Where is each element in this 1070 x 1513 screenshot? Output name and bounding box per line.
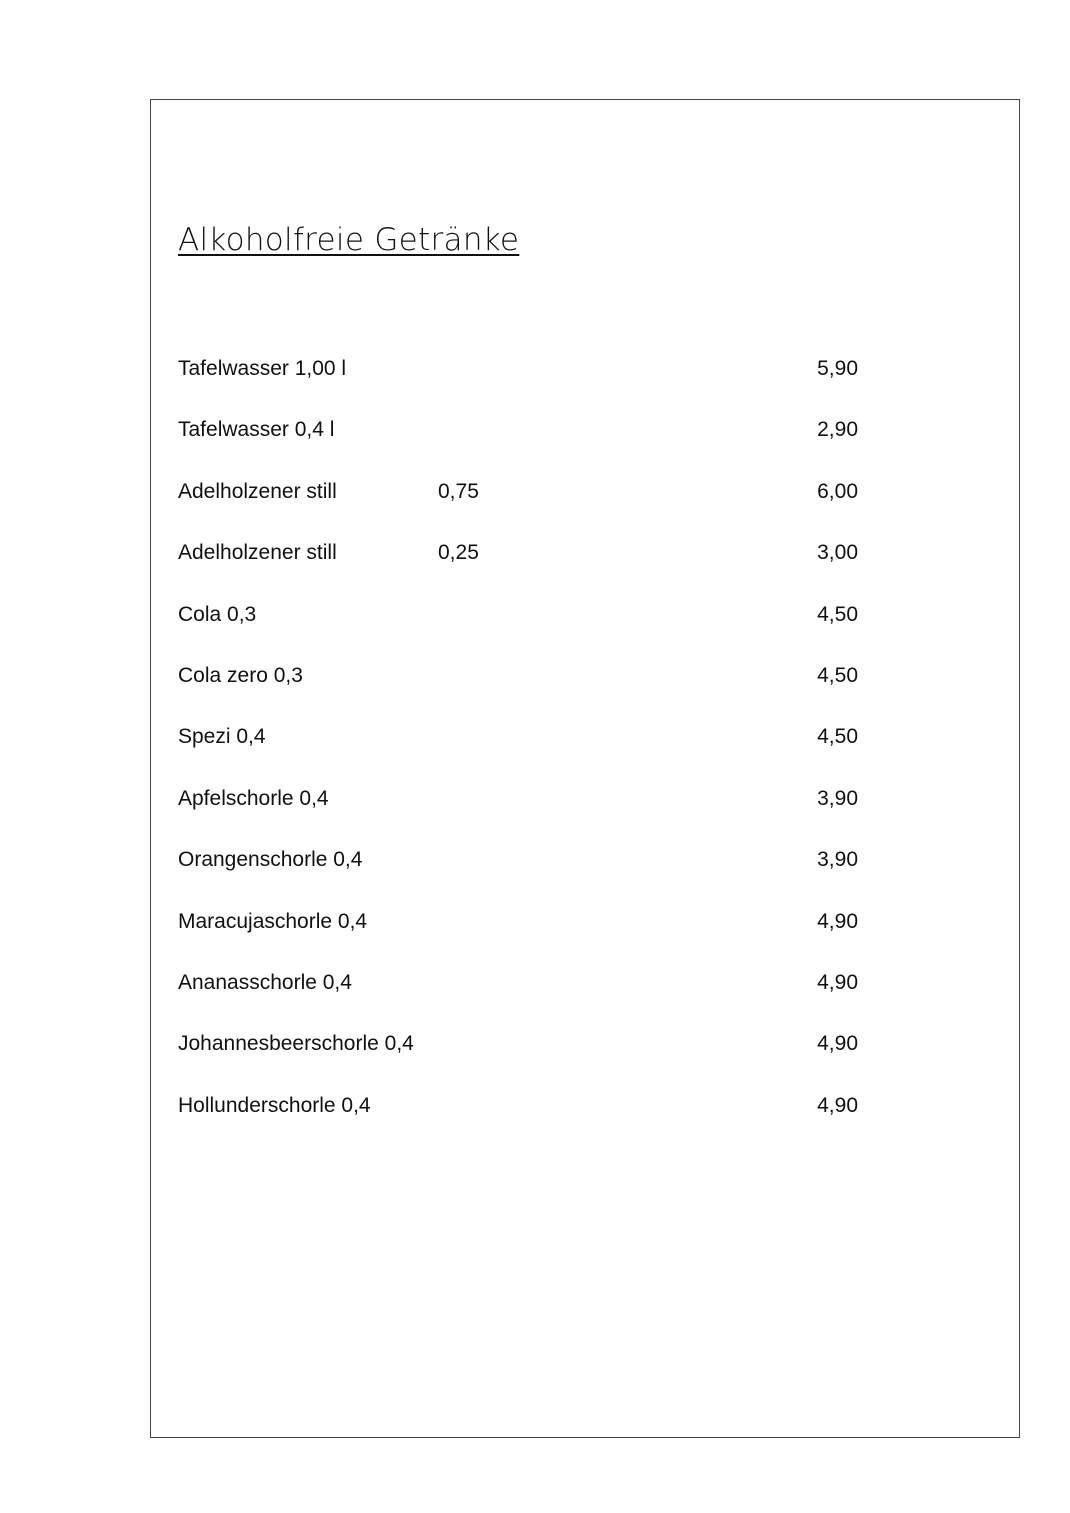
menu-item	[178, 538, 868, 599]
item-price: 3,00	[817, 541, 858, 565]
menu-item	[178, 1091, 868, 1152]
item-name: Spezi 0,4	[178, 725, 266, 749]
item-name: Hollunderschorle 0,4	[178, 1093, 371, 1117]
item-price: 3,90	[817, 848, 858, 872]
menu-item	[178, 907, 868, 968]
menu-item	[178, 354, 868, 415]
item-name: Cola zero 0,3	[178, 663, 303, 687]
item-price: 4,50	[817, 602, 858, 626]
menu-list	[178, 354, 868, 1152]
item-price: 4,90	[817, 1093, 858, 1117]
menu-item	[178, 661, 868, 722]
item-name: Orangenschorle 0,4	[178, 848, 363, 872]
menu-item	[178, 477, 868, 538]
menu-item	[178, 784, 868, 845]
item-name: Ananasschorle 0,4	[178, 970, 352, 994]
menu-item	[178, 968, 868, 1029]
item-name: Maracujaschorle 0,4	[178, 909, 368, 933]
item-name: Johannesbeerschorle 0,4	[178, 1032, 414, 1056]
item-price: 5,90	[817, 357, 858, 380]
item-price: 4,90	[817, 1032, 858, 1056]
item-price: 4,90	[817, 970, 858, 994]
item-name: Tafelwasser 1,00 l	[178, 357, 347, 380]
item-volume: 0,75	[438, 479, 479, 503]
item-name: Adelholzener still	[178, 541, 337, 565]
item-price: 4,90	[817, 909, 858, 933]
item-price: 2,90	[817, 418, 858, 442]
item-price: 6,00	[817, 479, 858, 503]
item-name: Apfelschorle 0,4	[178, 786, 329, 810]
item-price: 4,50	[817, 725, 858, 749]
item-name: Adelholzener still	[178, 479, 337, 503]
item-name: Tafelwasser 0,4 l	[178, 418, 335, 442]
menu-item	[178, 722, 868, 783]
item-name: Cola 0,3	[178, 602, 257, 626]
item-volume: 0,25	[438, 541, 479, 565]
menu-item	[178, 415, 868, 476]
item-price: 3,90	[817, 786, 858, 810]
menu-item	[178, 600, 868, 661]
menu-item	[178, 845, 868, 906]
menu-item	[178, 1029, 868, 1090]
menu-title: Alkoholfreie Getränke	[178, 222, 520, 258]
item-price: 4,50	[817, 663, 858, 687]
